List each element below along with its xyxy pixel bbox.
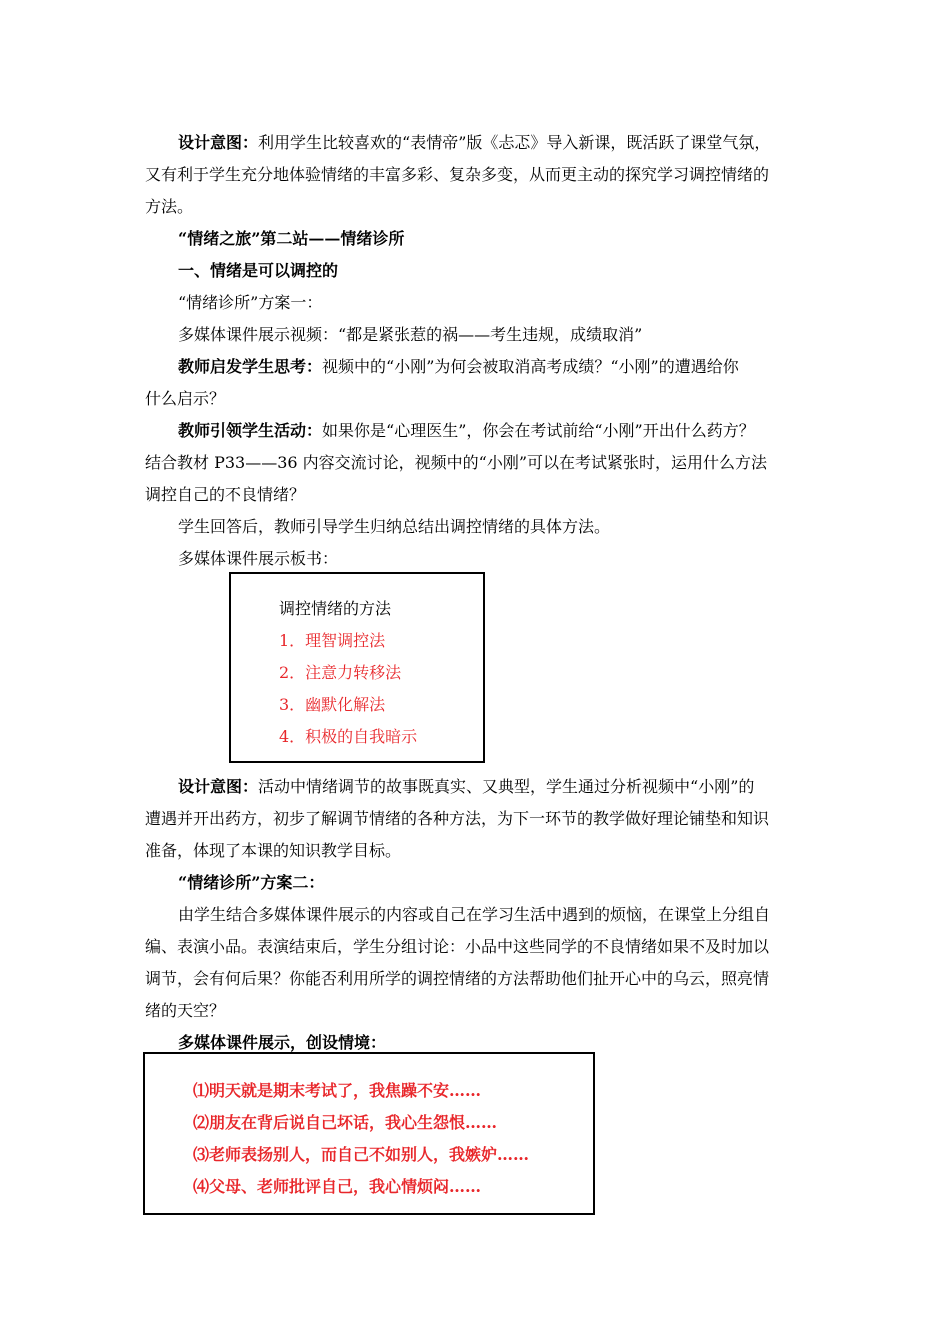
board-item: 4．积极的自我暗示 [279,727,418,746]
teacher-think-line2: 什么启示？ [145,389,226,408]
scenario-item: ⑶老师表扬别人，而自己不如别人，我嫉妒…… [193,1145,530,1164]
teacher-activity-line3: 调控自己的不良情绪？ [145,485,306,504]
plan-two-line1: 由学生结合多媒体课件展示的内容或自己在学习生活中遇到的烦恼，在课堂上分组自 [178,905,771,924]
section-one-heading: 一、情绪是可以调控的 [178,261,339,280]
plan-one-title: “情绪诊所”方案一： [178,293,323,312]
scenario-box [143,1052,595,1215]
design-intent-1-line3: 方法。 [145,197,194,216]
teacher-activity-text: 如果你是“心理医生”，你会在考试前给“小刚”开出什么药方？ [322,421,755,440]
design-intent-2-text: 活动中情绪调节的故事既真实、又典型，学生通过分析视频中“小刚”的 [258,777,755,796]
teacher-think-text: 视频中的“小刚”为何会被取消高考成绩？“小刚”的遭遇给你 [322,357,739,376]
plan-two-title: “情绪诊所”方案二： [178,873,325,892]
design-intent-label: 设计意图： [178,133,259,152]
teacher-think-line1 [178,357,810,377]
scenario-item: ⑵朋友在背后说自己坏话，我心生怨恨…… [193,1113,498,1132]
board-item: 2．注意力转移法 [279,663,402,682]
design-intent-2-line1 [178,777,810,797]
board-box [229,572,485,763]
design-intent-1-line2: 又有利于学生充分地体验情绪的丰富多彩、复杂多变，从而更主动的探究学习调控情绪的 [145,165,770,184]
design-intent-2-line2: 遭遇并开出药方，初步了解调节情绪的各种方法，为下一环节的教学做好理论铺垫和知识 [145,809,770,828]
station-two-heading: “情绪之旅”第二站——情绪诊所 [178,229,405,248]
design-intent-text: 利用学生比较喜欢的“表情帝”版《忐忑》导入新课，既活跃了课堂气氛， [258,133,771,152]
scenario-intro: 多媒体课件展示，创设情境： [178,1033,387,1052]
board-item: 1．理智调控法 [279,631,386,650]
plan-two-line2: 编、表演小品。表演结束后，学生分组讨论：小品中这些同学的不良情绪如果不及时加以 [145,937,770,956]
scenario-item: ⑴明天就是期末考试了，我焦躁不安…… [193,1081,482,1100]
teacher-activity-line2: 结合教材 P33——36 内容交流讨论，视频中的“小刚”可以在考试紧张时，运用什么方法 [145,453,768,472]
board-title: 调控情绪的方法 [279,599,392,618]
video-line: 多媒体课件展示视频：“都是紧张惹的祸——考生违规，成绩取消” [178,325,643,344]
design-intent-2-label: 设计意图： [178,777,259,796]
board-item: 3．幽默化解法 [279,695,386,714]
after-answer-line: 学生回答后，教师引导学生归纳总结出调控情绪的具体方法。 [178,517,611,536]
board-intro-line: 多媒体课件展示板书： [178,549,339,568]
design-intent-1-line1 [178,133,810,153]
teacher-activity-line1 [178,421,810,441]
design-intent-2-line3: 准备，体现了本课的知识教学目标。 [145,841,402,860]
plan-two-line4: 绪的天空？ [145,1001,226,1020]
plan-two-line3: 调节，会有何后果？你能否利用所学的调控情绪的方法帮助他们扯开心中的乌云，照亮情 [145,969,770,988]
teacher-activity-label: 教师引领学生活动： [178,421,323,440]
scenario-item: ⑷父母、老师批评自己，我心情烦闷…… [193,1177,482,1196]
teacher-think-label: 教师启发学生思考： [178,357,323,376]
